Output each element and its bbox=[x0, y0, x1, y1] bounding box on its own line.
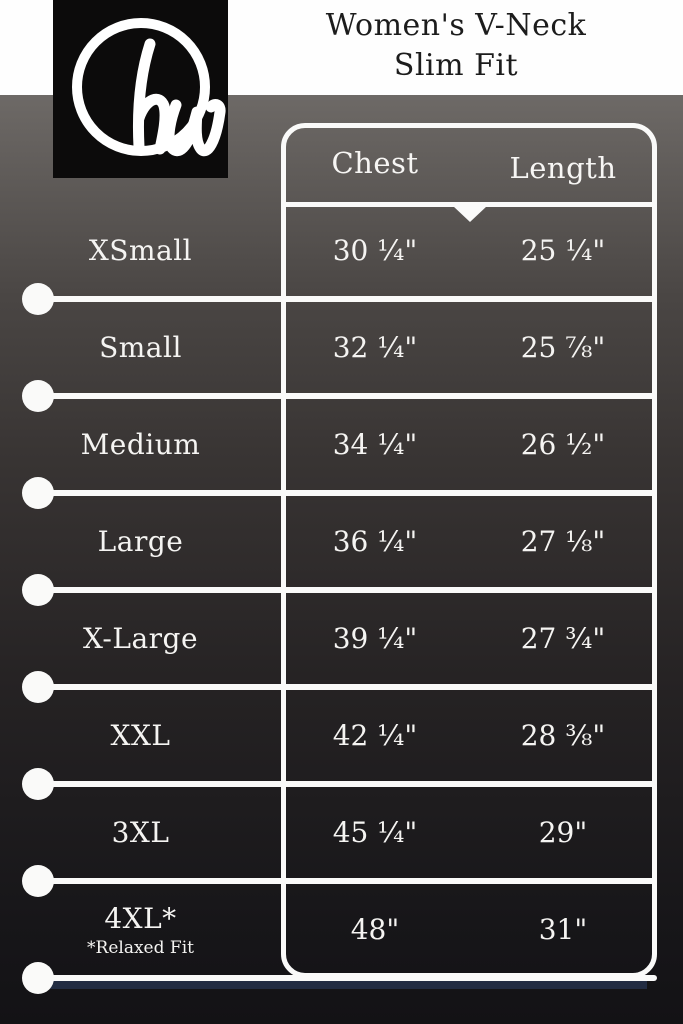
row-divider bbox=[38, 684, 657, 690]
bottom-accent-bar bbox=[50, 981, 647, 989]
title-line-2: Slim Fit bbox=[393, 48, 519, 83]
size-table-header bbox=[281, 123, 657, 202]
table-row-medium bbox=[0, 396, 683, 493]
length-value: 27 ⅛" bbox=[520, 525, 606, 558]
chest-value: 36 ¼" bbox=[332, 525, 418, 558]
size-label: Small bbox=[99, 331, 182, 364]
title-line-1: Women's V-Neck bbox=[325, 8, 587, 43]
length-value: 28 ⅜" bbox=[520, 719, 606, 752]
length-value: 25 ⅞" bbox=[520, 331, 606, 364]
size-label: 3XL bbox=[111, 816, 170, 849]
table-row-3xl bbox=[0, 784, 683, 881]
length-value: 26 ½" bbox=[520, 428, 606, 461]
row-bullet-icon bbox=[22, 865, 54, 897]
column-header-chest: Chest bbox=[331, 145, 419, 180]
chest-value: 48" bbox=[350, 913, 400, 946]
size-label: Medium bbox=[80, 428, 201, 461]
chest-value: 42 ¼" bbox=[332, 719, 418, 752]
row-bullet-icon bbox=[22, 962, 54, 994]
row-bullet-icon bbox=[22, 380, 54, 412]
chest-value: 32 ¼" bbox=[332, 331, 418, 364]
length-value: 27 ¾" bbox=[520, 622, 606, 655]
table-row-small bbox=[0, 299, 683, 396]
row-divider bbox=[38, 878, 657, 884]
row-bullet-icon bbox=[22, 671, 54, 703]
row-divider bbox=[38, 781, 657, 787]
chest-value: 39 ¼" bbox=[332, 622, 418, 655]
size-label: 4XL* bbox=[104, 901, 177, 935]
size-table-rows bbox=[0, 202, 683, 978]
relaxed-fit-note: *Relaxed Fit bbox=[87, 937, 194, 958]
page-title bbox=[236, 6, 676, 86]
chest-value: 34 ¼" bbox=[332, 428, 418, 461]
chest-value: 45 ¼" bbox=[332, 816, 418, 849]
row-divider bbox=[38, 587, 657, 593]
row-divider bbox=[38, 393, 657, 399]
column-header-length: Length bbox=[509, 150, 617, 185]
length-value: 29" bbox=[538, 816, 588, 849]
table-row-xsmall bbox=[0, 202, 683, 299]
length-value: 25 ¼" bbox=[520, 234, 606, 267]
row-bullet-icon bbox=[22, 574, 54, 606]
row-divider bbox=[38, 296, 657, 302]
table-row-large bbox=[0, 493, 683, 590]
size-label: X-Large bbox=[82, 622, 199, 655]
length-value: 31" bbox=[538, 913, 588, 946]
table-row-xlarge bbox=[0, 590, 683, 687]
size-label: XXL bbox=[110, 719, 171, 752]
size-label: Large bbox=[97, 525, 184, 558]
brand-logo bbox=[53, 0, 228, 178]
table-row-xxl bbox=[0, 687, 683, 784]
chest-value: 30 ¼" bbox=[332, 234, 418, 267]
hw-logo-icon bbox=[53, 0, 228, 178]
row-divider bbox=[38, 975, 657, 981]
size-label: XSmall bbox=[88, 234, 193, 267]
row-bullet-icon bbox=[22, 768, 54, 800]
row-divider bbox=[38, 490, 657, 496]
row-bullet-icon bbox=[22, 283, 54, 315]
row-bullet-icon bbox=[22, 477, 54, 509]
table-row-4xl bbox=[0, 881, 683, 978]
